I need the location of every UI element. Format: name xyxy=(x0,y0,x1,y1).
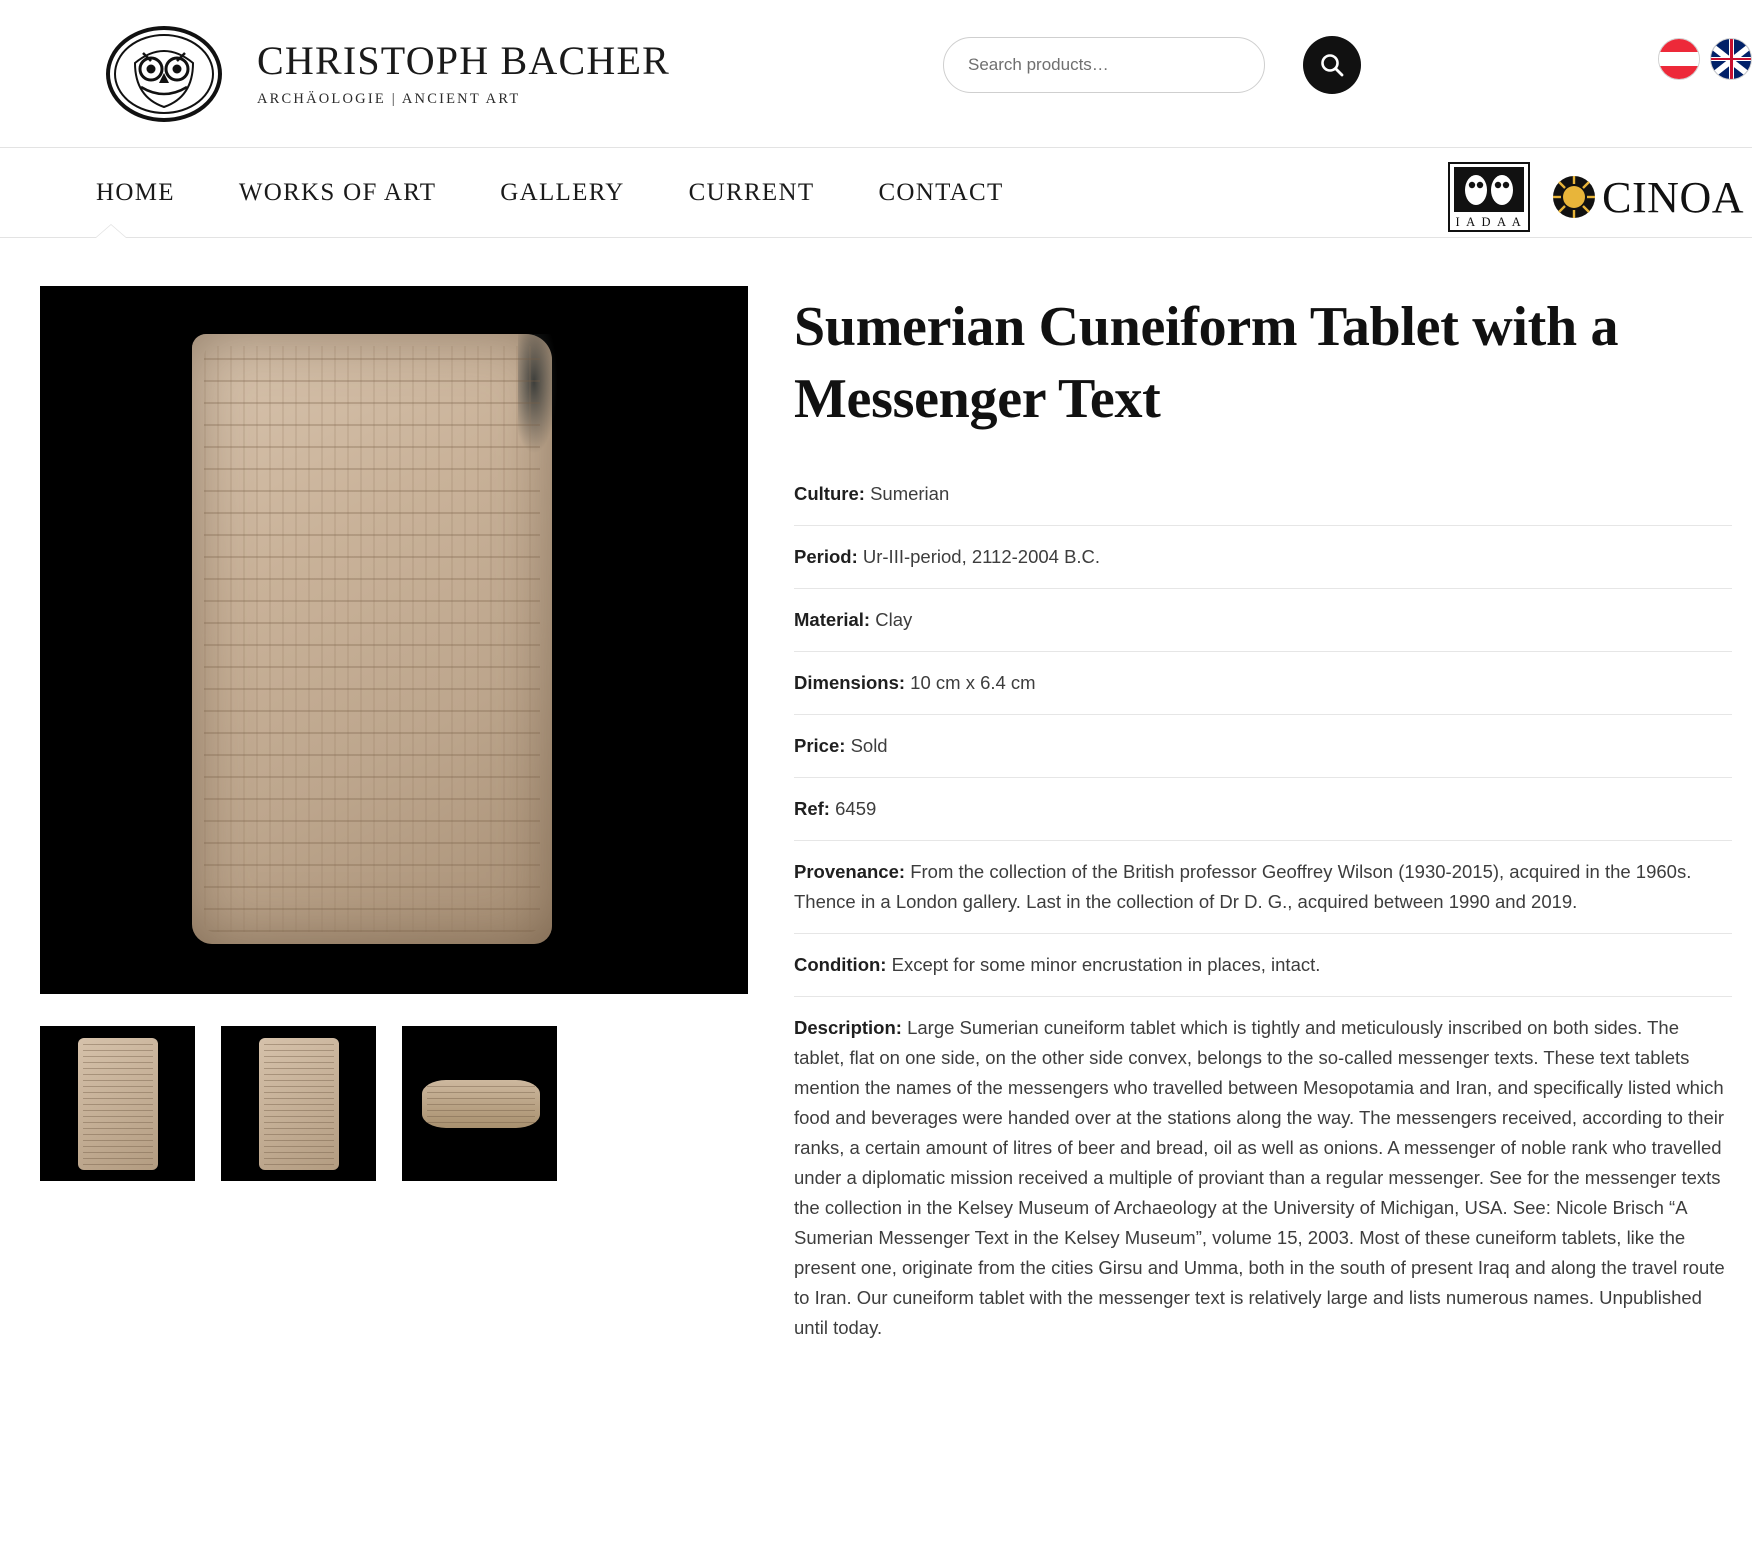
search-area xyxy=(943,36,1361,94)
page-title: Sumerian Cuneiform Tablet with a Messenger Text xyxy=(794,296,1619,430)
brand-link[interactable] xyxy=(103,24,670,124)
nav-item-current[interactable]: CURRENT xyxy=(688,178,815,206)
nav-item-contact[interactable]: CONTACT xyxy=(878,178,1004,206)
tablet-encrustation xyxy=(518,334,558,454)
thumbnail-1[interactable] xyxy=(40,1026,195,1181)
brand-title: CHRISTOPH BACHER xyxy=(257,38,670,83)
cinoa-logo[interactable] xyxy=(1552,172,1744,223)
spec-period xyxy=(794,526,1732,589)
site-header xyxy=(0,0,1752,148)
owl-emblem-icon xyxy=(103,24,225,124)
product-gallery xyxy=(40,286,748,1373)
nav-item-home[interactable]: HOME xyxy=(96,178,175,206)
cuneiform-tablet-image xyxy=(192,334,552,944)
spec-condition-label: Condition: xyxy=(794,954,887,976)
main-navigation xyxy=(0,148,1752,238)
spec-material xyxy=(794,589,1732,652)
iadaa-logo[interactable] xyxy=(1448,162,1530,232)
search-input[interactable] xyxy=(943,37,1265,93)
brand-text xyxy=(257,39,670,108)
spec-ref-label: Ref: xyxy=(794,798,830,820)
product-main-image[interactable] xyxy=(40,286,748,994)
spec-period-label: Period: xyxy=(794,546,858,568)
search-button[interactable] xyxy=(1303,36,1361,94)
thumbnail-3[interactable] xyxy=(402,1026,557,1181)
spec-provenance-value: From the collection of the British professor Geoffrey Wilson (1930-2015), acquired in the 1960s. Thence in a London gallery. Last in the collection of Dr D. G., acquired between 1990 and 2019. xyxy=(794,861,1692,913)
product-page xyxy=(0,238,1752,1373)
spec-provenance-label: Provenance: xyxy=(794,861,906,883)
description-value: Large Sumerian cuneiform tablet which is tightly and meticulously inscribed on both sides. The tablet, flat on one side, on the other side convex, belongs to the so-called messenger texts. These text tablets mention the names of the messengers who travelled between Mesopotamia and Iran, and specifically listed which food and beverages were handed over at the stations along the way. The messengers received, according to their ranks, a certain amount of litres of beer and bread, oil as well as onions. A messenger of noble rank who travelled under a diplomatic mission received a multiple of proviant than a regular messenger. See for the messenger texts the collection in the Kelsey Museum of Archaeology at the University of Michigan, USA. See: Nicole Brisch “A Sumerian Messenger Text in the Kelsey Museum”, volume 15, 2003. Most of these cuneiform tablets, like the present one, originate from the cities Girsu and Umma, both in the south of present Iraq and along the travel route to Iran. Our cuneiform tablet with the messenger text is relatively large and lists numerous names. Unpublished until today. xyxy=(794,1017,1725,1338)
spec-condition-value: Except for some minor encrustation in places, intact. xyxy=(891,954,1321,976)
spec-culture-value: Sumerian xyxy=(870,483,950,505)
spec-price xyxy=(794,715,1732,778)
spec-period-value: Ur-III-period, 2112-2004 B.C. xyxy=(862,546,1101,568)
spec-ref-value: 6459 xyxy=(835,798,877,820)
spec-ref xyxy=(794,778,1732,841)
spec-culture xyxy=(794,479,1732,526)
spec-condition xyxy=(794,934,1732,997)
austria-flag-icon[interactable] xyxy=(1658,38,1700,80)
spec-material-value: Clay xyxy=(875,609,913,631)
product-details xyxy=(748,286,1752,1373)
spec-provenance xyxy=(794,841,1732,934)
language-switcher xyxy=(1658,38,1752,80)
thumbnail-2[interactable] xyxy=(221,1026,376,1181)
iadaa-label: I A D A A xyxy=(1455,215,1523,229)
description-label: Description: xyxy=(794,1017,902,1039)
association-logos xyxy=(1448,162,1744,232)
spec-dimensions-label: Dimensions: xyxy=(794,672,906,694)
uk-flag-icon[interactable] xyxy=(1710,38,1752,80)
spec-dimensions-value: 10 cm x 6.4 cm xyxy=(910,672,1036,694)
search-icon xyxy=(1319,52,1345,78)
spec-material-label: Material: xyxy=(794,609,871,631)
nav-items xyxy=(64,179,1036,207)
product-description xyxy=(794,997,1732,1373)
thumbnail-list xyxy=(40,1026,748,1181)
spec-price-label: Price: xyxy=(794,735,846,757)
cinoa-emblem-icon xyxy=(1552,175,1596,219)
iadaa-owls-icon xyxy=(1454,167,1524,212)
spec-price-value: Sold xyxy=(850,735,888,757)
active-nav-indicator xyxy=(96,225,126,238)
nav-item-gallery[interactable]: GALLERY xyxy=(500,178,625,206)
brand-subtitle: ARCHÄOLOGIE | ANCIENT ART xyxy=(257,91,521,107)
spec-culture-label: Culture: xyxy=(794,483,865,505)
spec-dimensions xyxy=(794,652,1732,715)
cinoa-label: CINOA xyxy=(1602,172,1744,222)
nav-item-works-of-art[interactable]: WORKS OF ART xyxy=(238,178,437,206)
